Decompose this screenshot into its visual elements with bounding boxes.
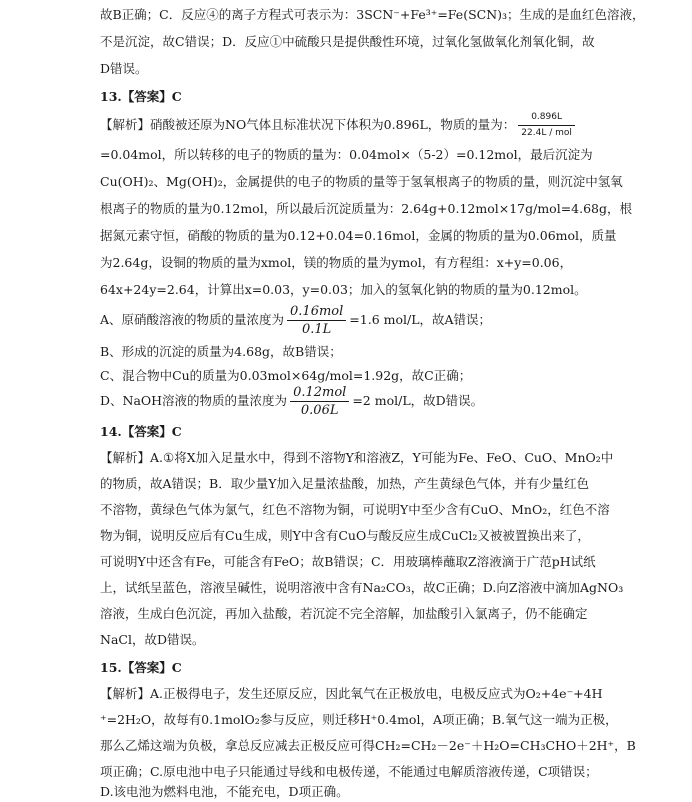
option-d-text: D、NaOH溶液的物质的量浓度为 — [100, 393, 288, 408]
text-line: 【解析】A.正极得电子，发生还原反应，因此氧气在正极放电，电极反应式为O₂+4e⁻+4H — [100, 686, 603, 701]
text-line: 溶液，生成白色沉淀，再加入盐酸，若沉淀不完全溶解，加盐酸引入氯离子，仍不能确定 — [100, 606, 588, 621]
fraction-numerator: 0.16mol — [287, 303, 346, 321]
option-d-result: =2 mol/L，故D错误。 — [352, 393, 484, 408]
fraction-numerator: 0.12mol — [290, 384, 349, 402]
fraction-denominator: 22.4L / mol — [521, 128, 572, 138]
option-a-text: A、原硝酸溶液的物质的量浓度为 — [100, 312, 285, 327]
text-line: NaCl，故D错误。 — [100, 632, 205, 647]
text-line: 故B正确；C．反应④的离子方程式可表示为：3SCN⁻+Fe³⁺=Fe(SCN)₃；生成的是血红色溶液， — [100, 7, 645, 22]
text-line: 不溶物，黄绿色气体为氯气，红色不溶物为铜，可说明Y中至少含有CuO、MnO₂，红色不溶 — [100, 502, 610, 517]
fraction-denominator: 0.1L — [302, 322, 332, 337]
text-line: C、混合物中Cu的质量为0.03mol×64g/mol=1.92g，故C正确； — [100, 368, 472, 383]
answer-heading-14: 14.【答案】C — [100, 424, 182, 439]
text-line: D.该电池为燃料电池，不能充电，D项正确。 — [100, 784, 349, 799]
option-a-line — [100, 303, 491, 338]
concentration-fraction-a — [287, 303, 346, 338]
text-line: 物为铜，说明反应后有Cu生成，则Y中含有CuO与酸反应生成CuCl₂又被被置换出来了， — [100, 528, 590, 543]
text-line: 【解析】A.①将X加入足量水中，得到不溶物Y和溶液Z，Y可能为Fe、FeO、CuO、MnO₂中 — [100, 450, 614, 465]
molar-fraction — [518, 110, 575, 141]
analysis-13-line — [100, 110, 578, 141]
text-line: 为2.64g，设铜的物质的量为xmol，镁的物质的量为ymol，有方程组：x+y=0.06， — [100, 255, 573, 270]
text-line: D错误。 — [100, 61, 148, 76]
answer-heading-15: 15.【答案】C — [100, 660, 182, 675]
text-line: Cu(OH)₂、Mg(OH)₂，金属提供的电子的物质的量等于氢氧根离子的物质的量，则沉淀中氢氧 — [100, 174, 623, 189]
text-line: 的物质，故A错误；B．取少量Y加入足量浓盐酸，加热，产生黄绿色气体，并有少量红色 — [100, 476, 589, 491]
text-line: 可说明Y中还含有Fe，可能含有FeO；故B错误；C．用玻璃棒蘸取Z溶液滴于广范pH试纸 — [100, 554, 596, 569]
text-line: 项正确；C.原电池中电子只能通过导线和电极传递，不能通过电解质溶液传递，C项错误； — [100, 764, 598, 779]
option-d-line — [100, 384, 483, 419]
concentration-fraction-d — [290, 384, 349, 419]
analysis-13-text: 【解析】硝酸被还原为NO气体且标准状况下体积为0.896L，物质的量为： — [100, 117, 516, 132]
text-line: 根离子的物质的量为0.12mol，所以最后沉淀质量为：2.64g+0.12mol×17g/mol=4.68g，根 — [100, 201, 633, 216]
text-line: =0.04mol，所以转移的电子的物质的量为：0.04mol×（5-2）=0.12mol，最后沉淀为 — [100, 147, 593, 162]
text-line: B、形成的沉淀的质量为4.68g，故B错误； — [100, 344, 342, 359]
text-line: 那么乙烯这端为负极，拿总反应减去正极反应可得CH₂=CH₂－2e⁻＋H₂O=CH₃CHO＋2H⁺，B — [100, 738, 636, 753]
text-line: 64x+24y=2.64，计算出x=0.03，y=0.03；加入的氢氧化钠的物质的量为0.12mol。 — [100, 282, 587, 297]
option-a-result: =1.6 mol/L，故A错误； — [349, 312, 492, 327]
text-line: ⁺=2H₂O，故每有0.1molO₂参与反应，则迁移H⁺0.4mol，A项正确；B.氧气这一端为正极， — [100, 712, 618, 727]
answer-heading-13: 13.【答案】C — [100, 89, 182, 104]
fraction-numerator: 0.896L — [518, 110, 575, 126]
text-line: 上，试纸呈蓝色，溶液呈碱性，说明溶液中含有Na₂CO₃，故C正确；D.向Z溶液中滴加AgNO₃ — [100, 580, 624, 595]
text-line: 不是沉淀，故C错误；D．反应①中硫酸只是提供酸性环境，过氧化氢做氧化剂氧化铜，故 — [100, 34, 595, 49]
text-line: 据氮元素守恒，硝酸的物质的量为0.12+0.04=0.16mol，金属的物质的量为0.06mol，质量 — [100, 228, 617, 243]
fraction-denominator: 0.06L — [300, 403, 339, 418]
